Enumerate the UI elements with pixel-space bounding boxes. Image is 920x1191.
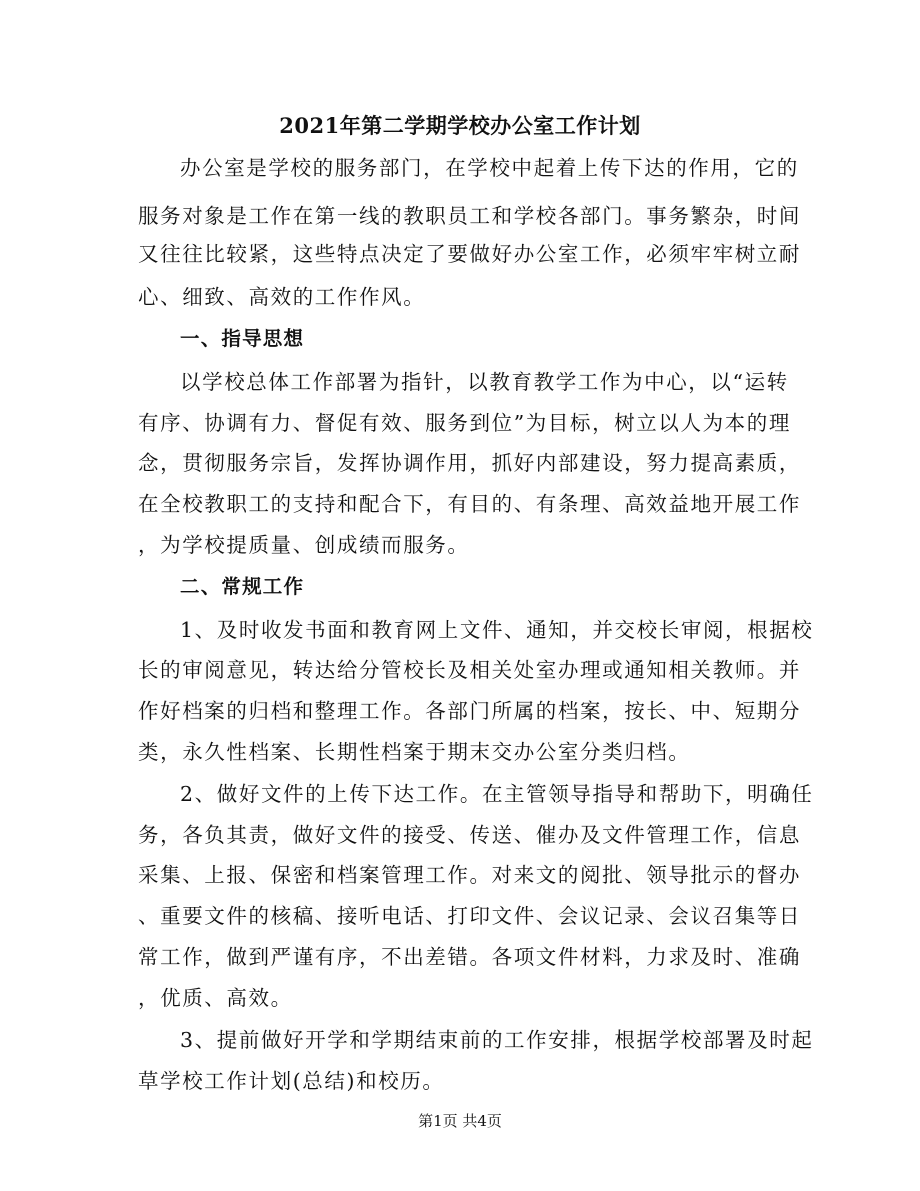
paragraph-line: 长的审阅意见，转达给分管校长及相关处室办理或通知相关教师。并 [138,658,801,682]
paragraph-line: 办公室是学校的服务部门，在学校中起着上传下达的作用，它的 [180,156,799,180]
paragraph-line: 常工作，做到严谨有序，不出差错。各项文件材料，力求及时、准确 [138,945,801,969]
paragraph-line: 、重要文件的核稿、接听电话、打印文件、会议记录、会议召集等日 [138,904,801,928]
paragraph-line: 采集、上报、保密和档案管理工作。对来文的阅批、领导批示的督办 [138,863,801,887]
document-title: 2021年第二学期学校办公室工作计划 [279,113,641,138]
paragraph-line: 类，永久性档案、长期性档案于期末交办公室分类归档。 [138,740,691,764]
paragraph-line: 1、及时收发书面和教育网上文件、通知，并交校长审阅，根据校 [180,618,814,642]
paragraph-line: 又往往比较紧，这些特点决定了要做好办公室工作，必须牢牢树立耐 [138,242,801,266]
section-heading: 一、指导思想 [180,327,305,350]
paragraph-line: 有序、协调有力、督促有效、服务到位”为目标，树立以人为本的理 [138,411,791,435]
paragraph-line: 3、提前做好开学和学期结束前的工作安排，根据学校部署及时起 [180,1028,814,1052]
paragraph-line: 在全校教职工的支持和配合下，有目的、有条理、高效益地开展工作 [138,492,801,516]
paragraph-line: 服务对象是工作在第一线的教职员工和学校各部门。事务繁杂，时间 [138,204,801,228]
paragraph-line: ，优质、高效。 [138,986,293,1010]
paragraph-line: 念，贯彻服务宗旨，发挥协调作用，抓好内部建设，努力提高素质， [138,451,801,475]
paragraph-line: 草学校工作计划(总结)和校历。 [138,1069,445,1093]
paragraph-line: 2、做好文件的上传下达工作。在主管领导指导和帮助下，明确任 [180,782,814,806]
page-number-footer: 第1页 共4页 [418,1112,502,1130]
paragraph-line: 务，各负其责，做好文件的接受、传送、催办及文件管理工作，信息 [138,823,801,847]
paragraph-line: 作好档案的归档和整理工作。各部门所属的档案，按长、中、短期分 [138,699,801,723]
paragraph-line: ，为学校提质量、创成绩而服务。 [138,533,470,557]
section-heading: 二、常规工作 [180,575,305,598]
paragraph-line: 心、细致、高效的工作作风。 [138,285,426,309]
paragraph-line: 以学校总体工作部署为指针，以教育教学工作为中心，以“运转 [180,370,789,394]
